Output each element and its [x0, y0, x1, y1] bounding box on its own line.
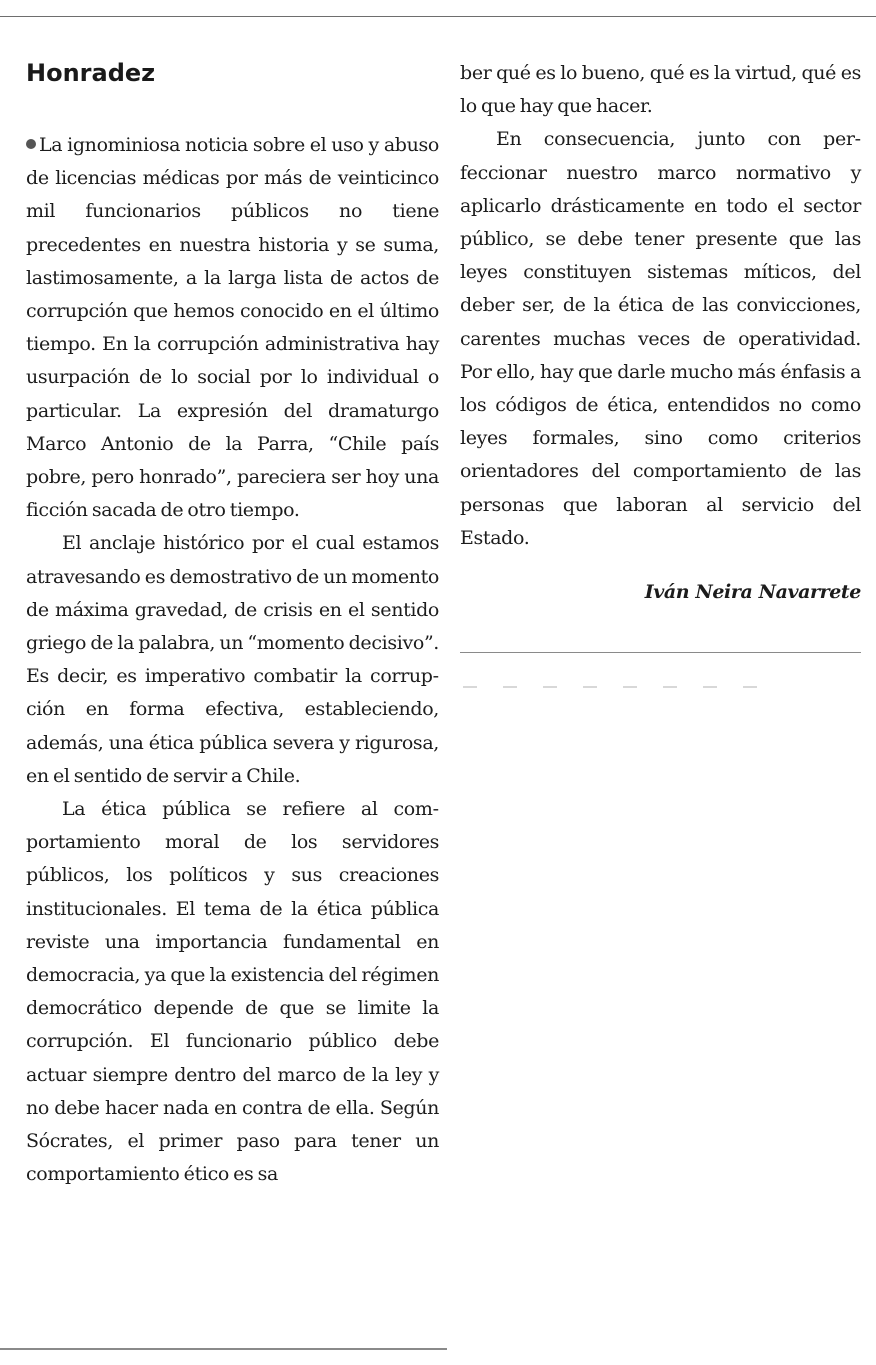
paragraph-1: [26, 129, 439, 527]
paragraph-4: En consecuencia, junto con perfeccionar nuestro marco normativo y aplicarlo drásticamente en todo el sector público, se debe tener presente que las leyes constituyen sistemas míticos, del deber ser, de la ética de las convicciones, carentes muchas veces de operatividad. Por ello, hay que darle mucho más énfasis a los códigos de ética, entendidos no como leyes formales, sino como criterios orientadores del comportamiento de las personas que laboran al servicio del Estado.: [460, 128, 861, 549]
article-body-left: [26, 129, 439, 1192]
column-end-rule: [460, 652, 861, 653]
author-signature: Iván Neira Navarrete: [644, 581, 861, 604]
top-rule: [0, 16, 876, 17]
article-title: Honradez: [26, 59, 156, 87]
bullet-icon: [26, 139, 36, 149]
paragraph-3-continuation: ber qué es lo bueno, qué es la virtud, qué es lo que hay que hacer.: [460, 62, 861, 118]
article-body-right: [460, 57, 861, 555]
paragraph-3: La ética pública se refiere al comportamiento moral de los servidores públicos, los políticos y sus creaciones institucionales. El tema de la ética pública reviste una importancia fundamental en democracia, ya que la existencia del régimen democrático depende de que se limite la corrupción. El funcionario público debe actuar siempre dentro del marco de la ley y no debe hacer nada en contra de ella. Según Sócrates, el primer paso para tener un comportamiento ético es sa: [26, 798, 439, 1186]
article-left-column: [26, 57, 439, 1192]
bottom-rule: [0, 1348, 447, 1350]
faint-divider: [463, 686, 763, 688]
paragraph-1-text: La ignominiosa noticia sobre el uso y abuso de licencias médicas por más de veinticinco mil funcionarios públicos no tiene precedentes en nuestra historia y se suma, lastimosamente, a la larga lista de actos de corrupción que hemos conocido en el último tiempo. En la corrupción administrativa hay usurpación de lo social por lo individual o particular. La expresión del dramaturgo Marco Antonio de la Parra, “Chile país pobre, pero honrado”, pareciera ser hoy una ficción sacada de otro tiempo.: [26, 134, 439, 522]
paragraph-2: El anclaje histórico por el cual estamos atravesando es demostrativo de un momento de máxima gravedad, de crisis en el sentido griego de la palabra, un “momento decisivo”. Es decir, es imperativo combatir la corrupción en forma efectiva, estableciendo, además, una ética pública severa y rigurosa, en el sentido de servir a Chile.: [26, 532, 439, 787]
article-right-column: [460, 57, 861, 607]
